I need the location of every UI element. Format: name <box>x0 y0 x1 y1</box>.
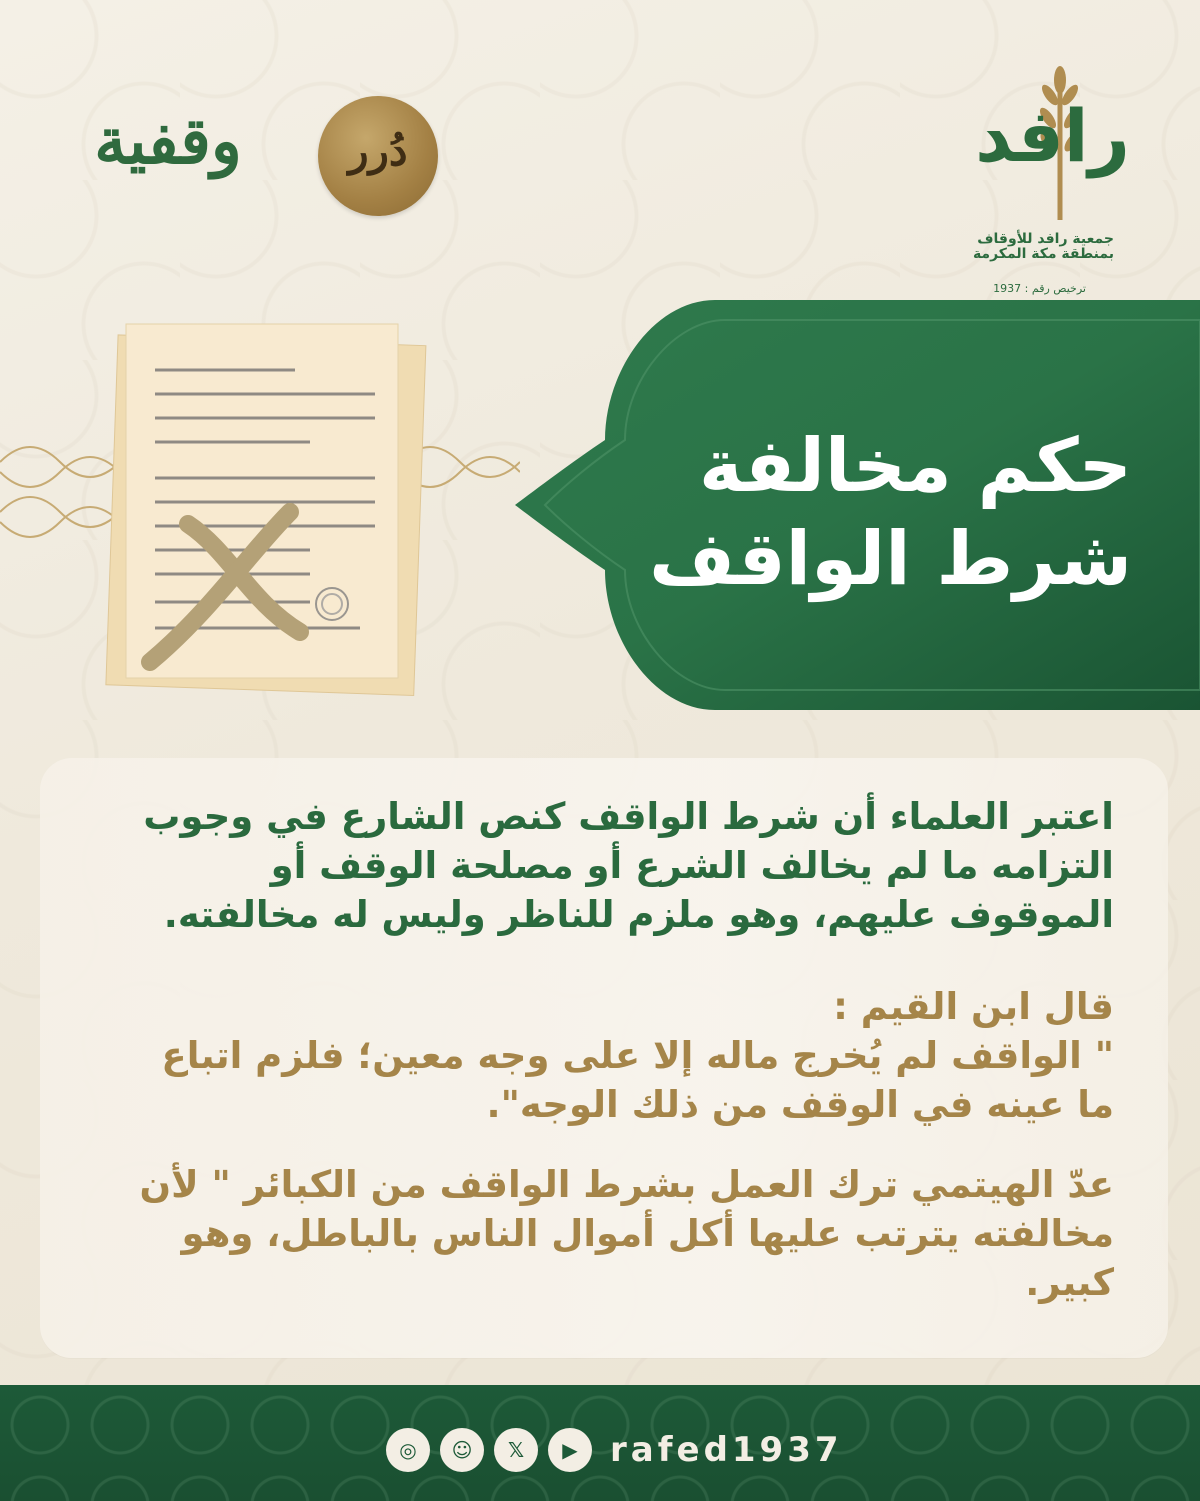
quote-text: " الواقف لم يُخرج ماله إلا على وجه معين؛ فلزم اتباع ما عينه في الوقف من ذلك الوجه". <box>161 1034 1114 1127</box>
social-handle[interactable]: rafed1937 <box>610 1430 843 1470</box>
document-illustration <box>0 312 520 702</box>
paragraph-2 <box>114 982 1114 1130</box>
license-number: ترخيص رقم : 1937 <box>993 282 1086 295</box>
rafed-logo <box>927 50 1142 295</box>
series-badge <box>318 96 438 216</box>
title-line1: حكم مخالفة <box>698 423 1132 509</box>
quote-heading: قال ابن القيم : <box>833 985 1114 1028</box>
paragraph-3: عدّ الهيتمي ترك العمل بشرط الواقف من الكبائر " لأن مخالفته يترتب عليها أكل أموال الناس بالباطل، وهو كبير. <box>139 1163 1114 1305</box>
x-icon[interactable]: 𝕏 <box>494 1428 538 1472</box>
footer <box>0 1385 1200 1501</box>
title-line2: شرط الواقف <box>649 515 1132 602</box>
snapchat-icon[interactable]: ☺ <box>440 1428 484 1472</box>
page-title <box>612 420 1132 605</box>
youtube-icon[interactable]: ▶ <box>548 1428 592 1472</box>
badge-word: دُرر <box>348 126 408 175</box>
series-brand <box>58 96 408 206</box>
logo-subtitle: جمعية رافد للأوقاف بمنطقة مكة المكرمة <box>972 231 1114 262</box>
social-links <box>386 1427 843 1473</box>
instagram-icon[interactable]: ◎ <box>386 1428 430 1472</box>
series-word: وقفية <box>94 104 242 179</box>
paragraph-1: اعتبر العلماء أن شرط الواقف كنص الشارع في وجوب التزامه ما لم يخالف الشرع أو مصلحة الوقف أو الموقوف عليهم، وهو ملزم للناظر وليس له مخالفته. <box>143 795 1114 937</box>
logo-text: رافد <box>975 94 1130 178</box>
